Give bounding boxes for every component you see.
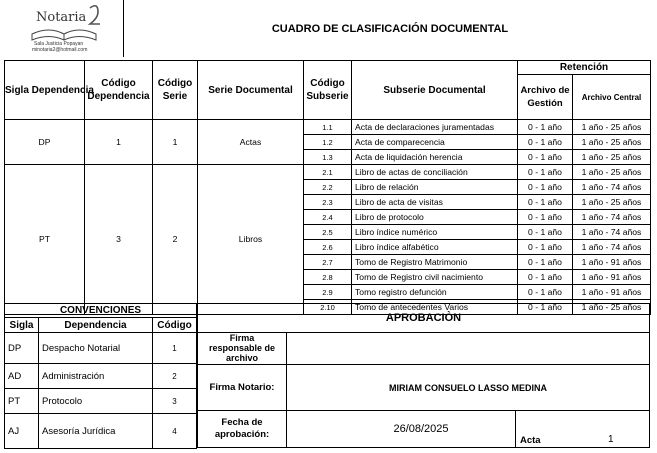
subserie-name: Tomo de antecedentes Varios — [352, 300, 518, 315]
table-body — [5, 120, 651, 315]
group-codigo-serie: 2 — [153, 165, 198, 315]
group-codigo-dependencia: 3 — [85, 165, 153, 315]
convencion-row — [5, 364, 197, 389]
acta-label: Acta — [520, 435, 541, 446]
subserie-name: Acta de comparecencia — [352, 135, 518, 150]
conv-col-sigla: Sigla — [5, 318, 39, 333]
archivo-gestion-value: 0 - 1 año — [518, 255, 573, 270]
page-title: CUADRO DE CLASIFICACIÓN DOCUMENTAL — [271, 22, 509, 35]
archivo-central-value: 1 año - 74 años — [573, 225, 651, 240]
conv-col-codigo: Código — [153, 318, 197, 333]
archivo-central-value: 1 año - 74 años — [573, 240, 651, 255]
convenciones-table — [4, 303, 197, 449]
col-serie-header: Serie Documental — [198, 61, 304, 120]
subserie-code: 2.4 — [304, 210, 352, 225]
group-sigla: DP — [5, 120, 85, 165]
acta-value: 1 — [608, 434, 614, 445]
archivo-gestion-value: 0 - 1 año — [518, 285, 573, 300]
firma-archivo-label: Firma responsable de archivo — [198, 333, 287, 365]
archivo-central-value: 1 año - 25 años — [573, 165, 651, 180]
archivo-gestion-value: 0 - 1 año — [518, 165, 573, 180]
subserie-code: 2.8 — [304, 270, 352, 285]
col-codigo-serie-header: Código Serie — [153, 61, 198, 120]
archivo-central-value: 1 año - 91 años — [573, 270, 651, 285]
archivo-central-value: 1 año - 74 años — [573, 210, 651, 225]
subserie-name: Tomo de Registro Matrimonio — [352, 255, 518, 270]
subserie-code: 1.3 — [304, 150, 352, 165]
convenciones-title: CONVENCIONES — [5, 304, 197, 318]
convencion-codigo: 1 — [153, 333, 197, 364]
group-codigo-dependencia: 1 — [85, 120, 153, 165]
group-serie: Actas — [198, 120, 304, 165]
subserie-name: Libro índice numérico — [352, 225, 518, 240]
logo-line2: minotaria2@hotmail.com — [32, 47, 88, 53]
header-row-1 — [5, 61, 651, 75]
logo-name: Notaria — [36, 10, 87, 25]
col-archivo-gestion-header: Archivo de Gestión — [518, 75, 573, 120]
archivo-central-value: 1 año - 25 años — [573, 120, 651, 135]
subserie-code: 2.3 — [304, 195, 352, 210]
archivo-gestion-value: 0 - 1 año — [518, 135, 573, 150]
convencion-sigla: PT — [5, 389, 39, 414]
subserie-code: 2.10 — [304, 300, 352, 315]
group-sigla: PT — [5, 165, 85, 315]
convencion-dependencia: Despacho Notarial — [39, 333, 153, 364]
subserie-name: Libro de actas de conciliación — [352, 165, 518, 180]
convencion-row — [5, 389, 197, 414]
fecha-value: 26/08/2025 — [393, 423, 449, 435]
logo — [4, 0, 124, 57]
table-row — [5, 120, 651, 135]
col-subserie-header: Subserie Documental — [352, 61, 518, 120]
group-codigo-serie: 1 — [153, 120, 198, 165]
classification-table — [4, 60, 651, 315]
subserie-name: Acta de declaraciones juramentadas — [352, 120, 518, 135]
archivo-gestion-value: 0 - 1 año — [518, 150, 573, 165]
subserie-name: Acta de liquidación herencia — [352, 150, 518, 165]
subserie-code: 2.5 — [304, 225, 352, 240]
fecha-label: Fecha de aprobación: — [198, 411, 287, 447]
convencion-dependencia: Administración — [39, 364, 153, 389]
subserie-code: 1.1 — [304, 120, 352, 135]
archivo-gestion-value: 0 - 1 año — [518, 210, 573, 225]
archivo-central-value: 1 año - 25 años — [573, 135, 651, 150]
convencion-dependencia: Asesoría Jurídica — [39, 414, 153, 449]
convencion-codigo: 2 — [153, 364, 197, 389]
archivo-gestion-value: 0 - 1 año — [518, 195, 573, 210]
subserie-name: Libro de relación — [352, 180, 518, 195]
group-serie: Libros — [198, 165, 304, 315]
archivo-gestion-value: 0 - 1 año — [518, 120, 573, 135]
subserie-code: 1.2 — [304, 135, 352, 150]
archivo-central-value: 1 año - 25 años — [573, 195, 651, 210]
archivo-central-value: 1 año - 25 años — [573, 300, 651, 315]
archivo-central-value: 1 año - 25 años — [573, 150, 651, 165]
archivo-central-value: 1 año - 74 años — [573, 180, 651, 195]
col-sigla-header: Sigla Dependencia — [5, 61, 85, 120]
archivo-gestion-value: 0 - 1 año — [518, 270, 573, 285]
retencion-header: Retención — [518, 61, 651, 75]
col-codigo-dependencia-header: Código Dependencia — [85, 61, 153, 120]
firma-archivo-field[interactable] — [287, 333, 649, 365]
archivo-gestion-value: 0 - 1 año — [518, 225, 573, 240]
logo-line1: Sala Justicia Popayan — [34, 41, 84, 47]
subserie-code: 2.6 — [304, 240, 352, 255]
subserie-name: Libro índice alfabético — [352, 240, 518, 255]
archivo-central-value: 1 año - 91 años — [573, 285, 651, 300]
convencion-sigla: AJ — [5, 414, 39, 449]
subserie-code: 2.7 — [304, 255, 352, 270]
subserie-code: 2.9 — [304, 285, 352, 300]
convencion-sigla: DP — [5, 333, 39, 364]
archivo-gestion-value: 0 - 1 año — [518, 240, 573, 255]
subserie-name: Tomo registro defunción — [352, 285, 518, 300]
conv-col-dependencia: Dependencia — [39, 318, 153, 333]
aprobacion-panel — [197, 303, 650, 448]
convencion-codigo: 4 — [153, 414, 197, 449]
table-row — [5, 165, 651, 180]
logo-number — [88, 0, 101, 24]
subserie-code: 2.1 — [304, 165, 352, 180]
subserie-name: Libro de acta de visitas — [352, 195, 518, 210]
archivo-gestion-value: 0 - 1 año — [518, 300, 573, 315]
notario-name: MIRIAM CONSUELO LASSO MEDINA — [287, 365, 649, 411]
archivo-central-value: 1 año - 91 años — [573, 255, 651, 270]
convenciones-body — [5, 333, 197, 449]
subserie-code: 2.2 — [304, 180, 352, 195]
convencion-row — [5, 414, 197, 449]
col-archivo-central-header: Archivo Central — [573, 75, 651, 120]
convencion-dependencia: Protocolo — [39, 389, 153, 414]
col-codigo-subserie-header: Código Subserie — [304, 61, 352, 120]
aprobacion-title: APROBACIÒN — [198, 304, 649, 333]
convencion-codigo: 3 — [153, 389, 197, 414]
subserie-name: Libro de protocolo — [352, 210, 518, 225]
firma-notario-label: Firma Notario: — [198, 365, 287, 411]
convencion-row — [5, 333, 197, 364]
archivo-gestion-value: 0 - 1 año — [518, 180, 573, 195]
subserie-name: Tomo de Registro civil nacimiento — [352, 270, 518, 285]
convencion-sigla: AD — [5, 364, 39, 389]
header-area — [0, 0, 657, 58]
